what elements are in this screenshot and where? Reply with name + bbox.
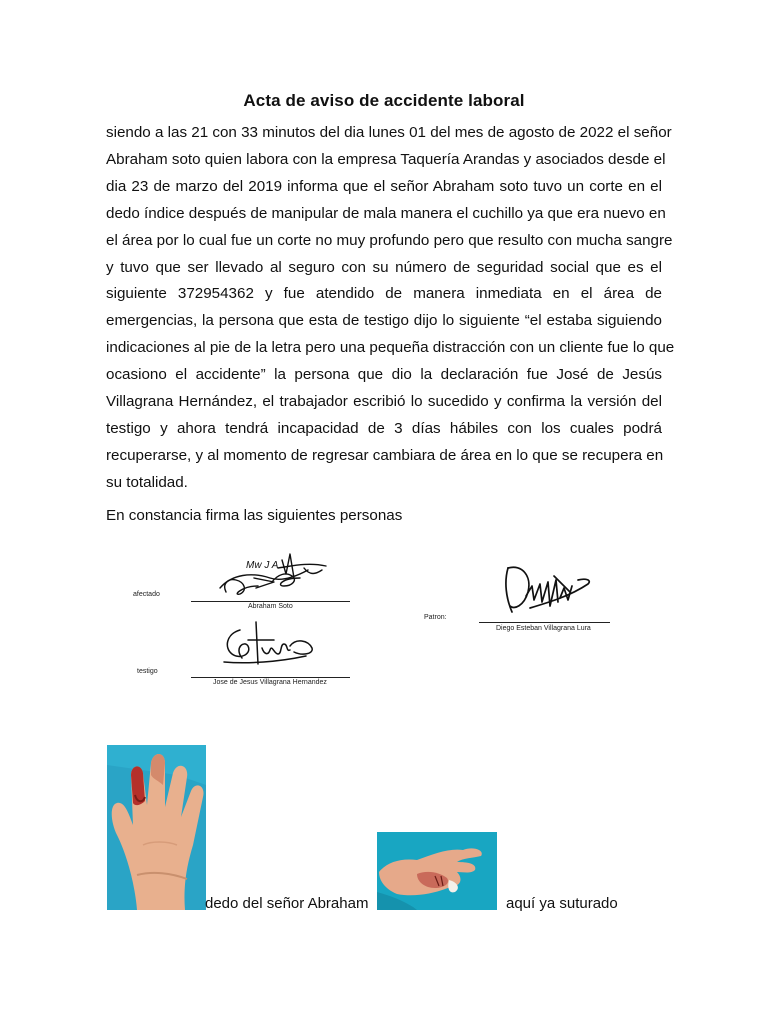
patron-label: Patron:	[424, 614, 447, 621]
paragraph-line: siguiente 372954362 y fue atendido de manera inmediata en el área de	[106, 285, 662, 303]
patron-signature-line	[479, 622, 610, 623]
afectado-signature	[212, 548, 337, 600]
paragraph-line: recuperarse, y al momento de regresar cambiara de área en lo que se recupera en	[106, 446, 664, 464]
afectado-name: Abraham Soto	[248, 603, 293, 610]
paragraph-line: el área por lo cual fue un corte no muy profundo pero que resulto con mucha sangre	[106, 231, 673, 249]
svg-text:Mw J A: Mw J A	[246, 560, 279, 571]
testigo-signature	[218, 618, 318, 670]
document-title: Acta de aviso de accidente laboral	[243, 91, 525, 110]
paragraph-line: testigo y ahora tendrá incapacidad de 3 días hábiles con los cuales podrá	[106, 419, 662, 437]
testigo-name: Jose de Jesus Villagrana Hernandez	[213, 679, 327, 686]
patron-signature	[500, 562, 595, 620]
paragraph-line: dedo índice después de manipular de mala manera el cuchillo ya que era nuevo en	[106, 204, 666, 222]
report-paragraph	[106, 120, 675, 497]
photo1-caption: dedo del señor Abraham	[205, 895, 369, 912]
paragraph-line: emergencias, la persona que esta de testigo dijo lo siguiente “el estaba siguiendo	[106, 312, 662, 330]
paragraph-line: Villagrana Hernández, el trabajador escribió lo sucedido y confirma la versión del	[106, 393, 662, 411]
patron-name: Diego Esteban Villagrana Lura	[496, 625, 591, 632]
constancia-text: En constancia firma las siguientes personas	[106, 507, 403, 524]
paragraph-line: su totalidad.	[106, 473, 188, 491]
photo2-caption: aquí ya suturado	[506, 895, 618, 912]
sutured-hand-photo	[377, 832, 497, 910]
paragraph-line: y tuvo que ser llevado al seguro con su número de seguridad social que es el	[106, 258, 662, 276]
paragraph-line: ocasiono el accidente” la persona que dio la declaración fue José de Jesús	[106, 366, 662, 384]
testigo-signature-line	[191, 677, 350, 678]
afectado-signature-line	[191, 601, 350, 602]
afectado-label: afectado	[133, 591, 160, 598]
paragraph-line: Abraham soto quien labora con la empresa Taquería Arandas y asociados desde el	[106, 150, 666, 168]
injured-hand-photo	[107, 745, 206, 910]
testigo-label: testigo	[137, 668, 158, 675]
paragraph-line: indicaciones al pie de la letra pero una pequeña distracción con un cliente fue lo que	[106, 339, 675, 357]
paragraph-line: siendo a las 21 con 33 minutos del dia lunes 01 del mes de agosto de 2022 el señor	[106, 124, 672, 141]
paragraph-line: dia 23 de marzo del 2019 informa que el señor Abraham soto tuvo un corte en el	[106, 177, 662, 195]
